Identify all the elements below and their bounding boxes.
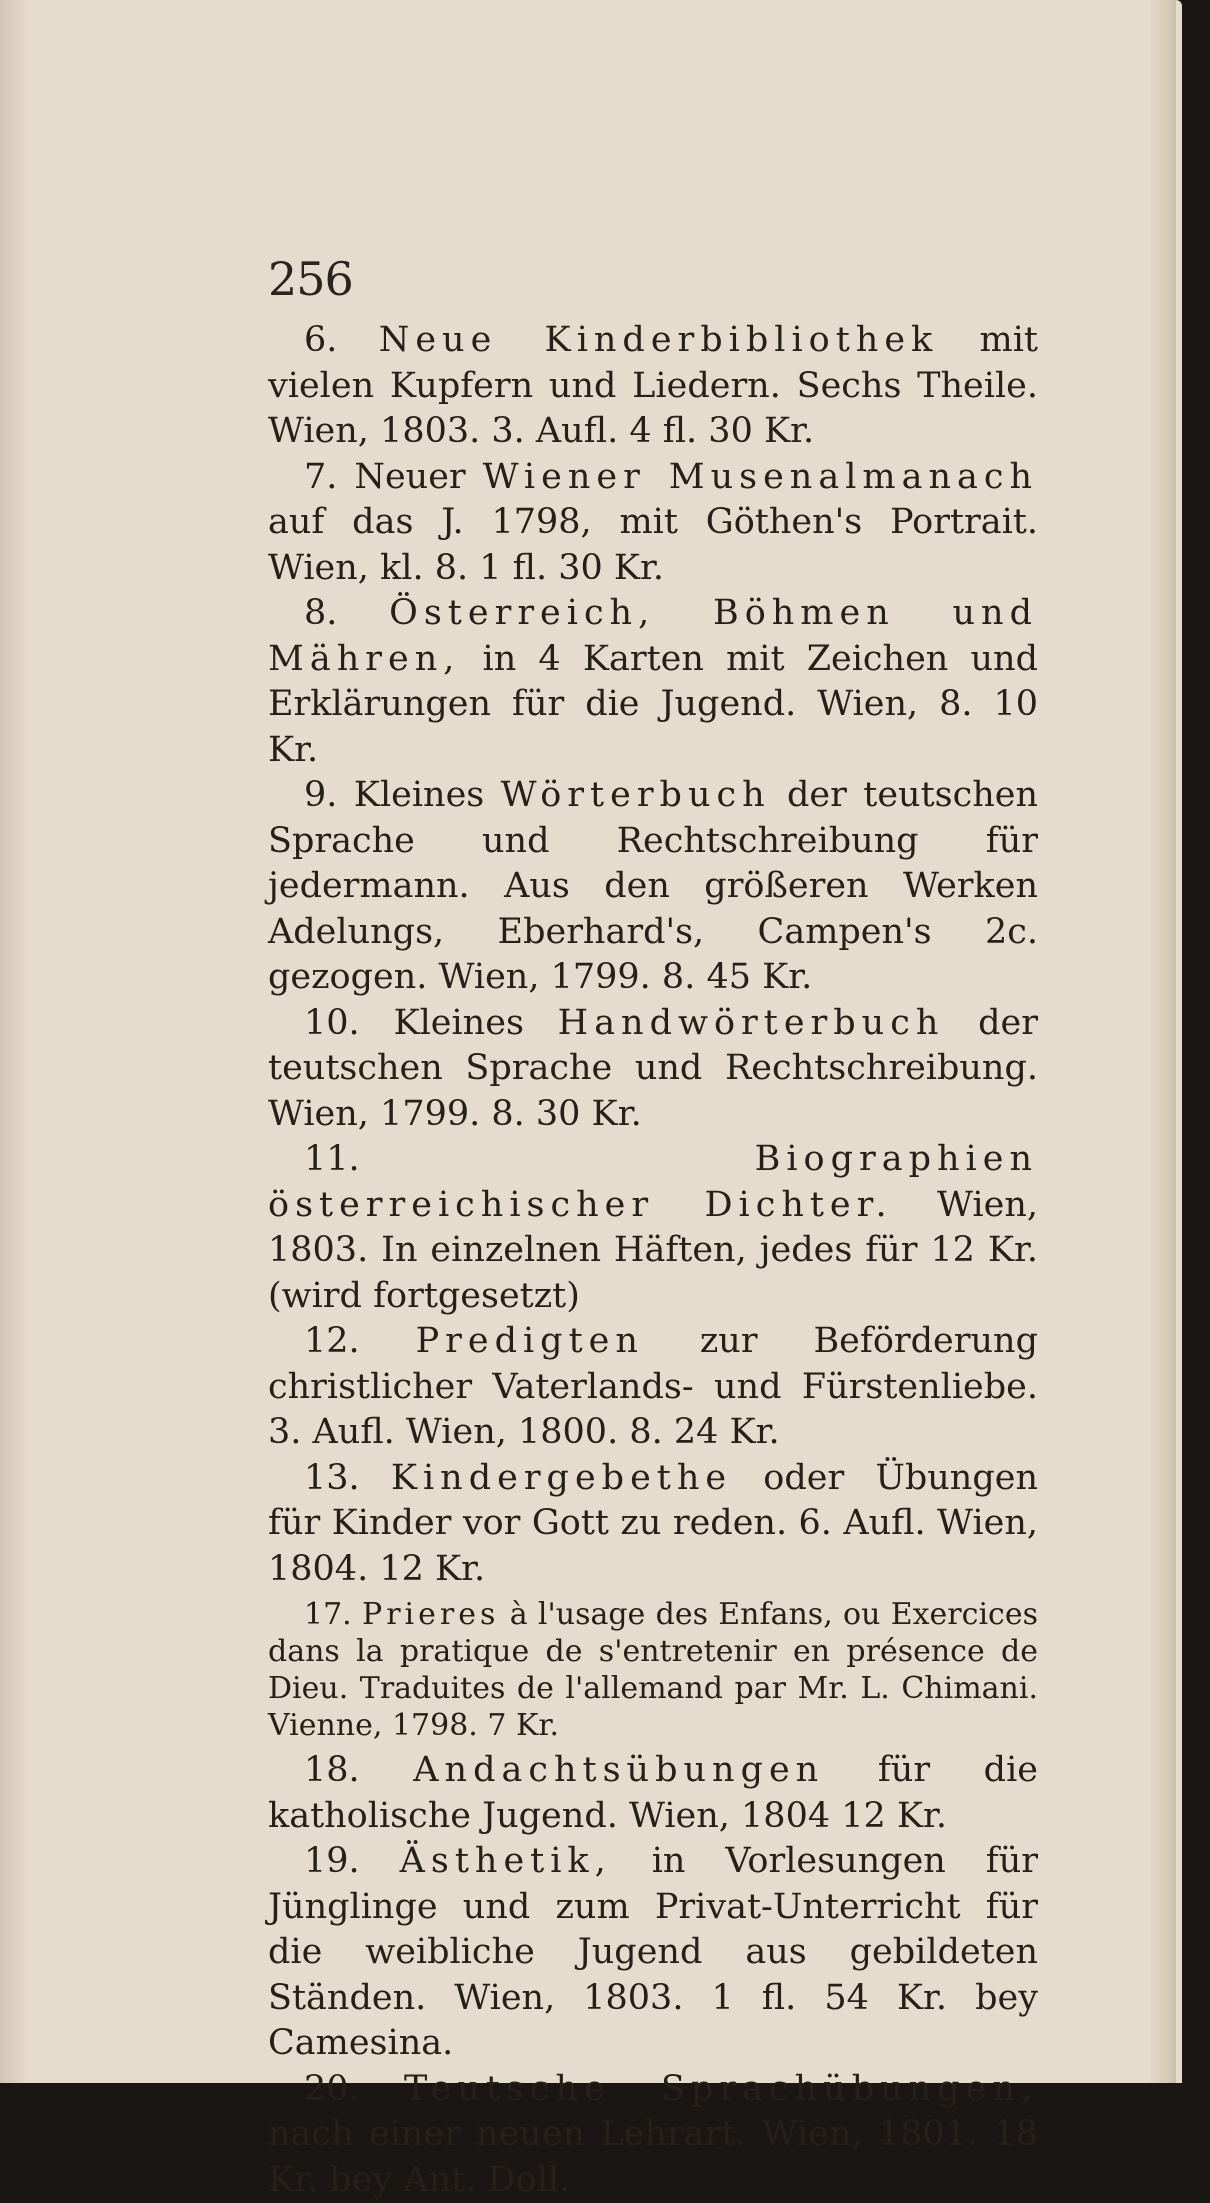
entry-number: 18. bbox=[304, 1750, 360, 1790]
entry-text: der teutschen Sprache und Rechtschreibung für jedermann. Aus den größeren Werken Adelungs, Eberhard's, Campen's 2c. gezogen. Wien, 1799. 8. 45 Kr. bbox=[268, 775, 1038, 997]
catalog-entry bbox=[268, 1319, 1038, 1456]
entry-title: Andachtsübungen bbox=[413, 1750, 824, 1790]
entry-text: in 4 Karten mit Zeichen und Erklärungen für die Jugend. Wien, 8. 10 Kr. bbox=[268, 639, 1038, 770]
entry-prefix: Neuer bbox=[354, 457, 482, 497]
entry-text: auf das J. 1798, mit Göthen's Portrait. Wien, kl. 8. 1 fl. 30 Kr. bbox=[268, 502, 1038, 588]
entry-title: Teutsche Sprachübungen, bbox=[404, 2069, 1038, 2109]
catalog-entry bbox=[268, 1137, 1038, 1319]
catalog-entry bbox=[268, 318, 1038, 455]
entry-text: zur Beförderung christlicher Vaterlands- und Fürstenliebe. 3. Aufl. Wien, 1800. 8. 24 Kr. bbox=[268, 1321, 1038, 1452]
entry-title: Wiener Musenalmanach bbox=[483, 457, 1038, 497]
catalog-entry bbox=[268, 1748, 1038, 1839]
catalog-entry-french bbox=[268, 1596, 1038, 1744]
entry-number: 10. bbox=[304, 1003, 360, 1043]
entry-prefix: Kleines bbox=[354, 775, 501, 815]
page-number: 256 bbox=[268, 252, 353, 306]
entry-title: Handwörterbuch bbox=[558, 1003, 945, 1043]
catalog-entry bbox=[268, 591, 1038, 773]
entry-number: 20. bbox=[304, 2069, 360, 2109]
entry-number: 7. bbox=[304, 457, 337, 497]
entry-text: oder Übungen für Kinder vor Gott zu reden. 6. Aufl. Wien, 1804. 12 Kr. bbox=[268, 1458, 1038, 1589]
entry-title: Kindergebethe bbox=[391, 1458, 732, 1498]
entry-text: à l'usage des Enfans, ou Exercices dans la pratique de s'entretenir en présence de Dieu. Traduites de l'allemand par Mr. L. Chimani. Vienne, 1798. 7 Kr. bbox=[268, 1597, 1038, 1743]
page-edge bbox=[1150, 0, 1176, 2083]
entry-text: Wien, 1803. In einzelnen Häften, jedes für 12 Kr. (wird fortgesetzt) bbox=[268, 1185, 1038, 1316]
entry-title: Prieres bbox=[362, 1597, 499, 1632]
catalog-entry bbox=[268, 773, 1038, 1001]
entry-title: Wörterbuch bbox=[501, 775, 771, 815]
entry-number: 19. bbox=[304, 1841, 360, 1881]
catalog-entry bbox=[268, 1839, 1038, 2067]
entry-text: in Vorlesungen für Jünglinge und zum Privat-Unterricht für die weibliche Jugend aus gebildeten Ständen. Wien, 1803. 1 fl. 54 Kr. bey Camesina. bbox=[268, 1841, 1038, 2063]
gutter-shadow bbox=[0, 0, 30, 2083]
entry-number: 12. bbox=[304, 1321, 360, 1361]
entry-text: für die katholische Jugend. Wien, 1804 12 Kr. bbox=[268, 1750, 1038, 1836]
catalog-entry bbox=[268, 455, 1038, 592]
entry-number: 6. bbox=[304, 320, 337, 360]
entry-number: 11. bbox=[304, 1139, 360, 1179]
entry-title: Ästhetik, bbox=[400, 1841, 612, 1881]
entry-title: Österreich, Böhmen und Mähren, bbox=[268, 593, 1038, 679]
entry-title: Neue Kinderbibliothek bbox=[379, 320, 939, 360]
entry-number: 13. bbox=[304, 1458, 360, 1498]
entry-number: 17. bbox=[304, 1597, 352, 1632]
catalog-text bbox=[268, 318, 1038, 2203]
entry-number: 9. bbox=[304, 775, 337, 815]
entry-text: nach einer neuen Lehrart. Wien, 1801. 18 Kr. bey Ant. Doll. bbox=[268, 2114, 1038, 2200]
catalog-entry bbox=[268, 1456, 1038, 1593]
catalog-entry bbox=[268, 2067, 1038, 2203]
entry-prefix: Kleines bbox=[393, 1003, 557, 1043]
entry-title: Predigten bbox=[416, 1321, 644, 1361]
entry-text: der teutschen Sprache und Rechtschreibung. Wien, 1799. 8. 30 Kr. bbox=[268, 1003, 1038, 1134]
catalog-entry bbox=[268, 1001, 1038, 1138]
entry-number: 8. bbox=[304, 593, 337, 633]
entry-title: Biographien österreichischer Dichter. bbox=[268, 1139, 1038, 1225]
entry-text: mit vielen Kupfern und Liedern. Sechs Theile. Wien, 1803. 3. Aufl. 4 fl. 30 Kr. bbox=[268, 320, 1038, 451]
